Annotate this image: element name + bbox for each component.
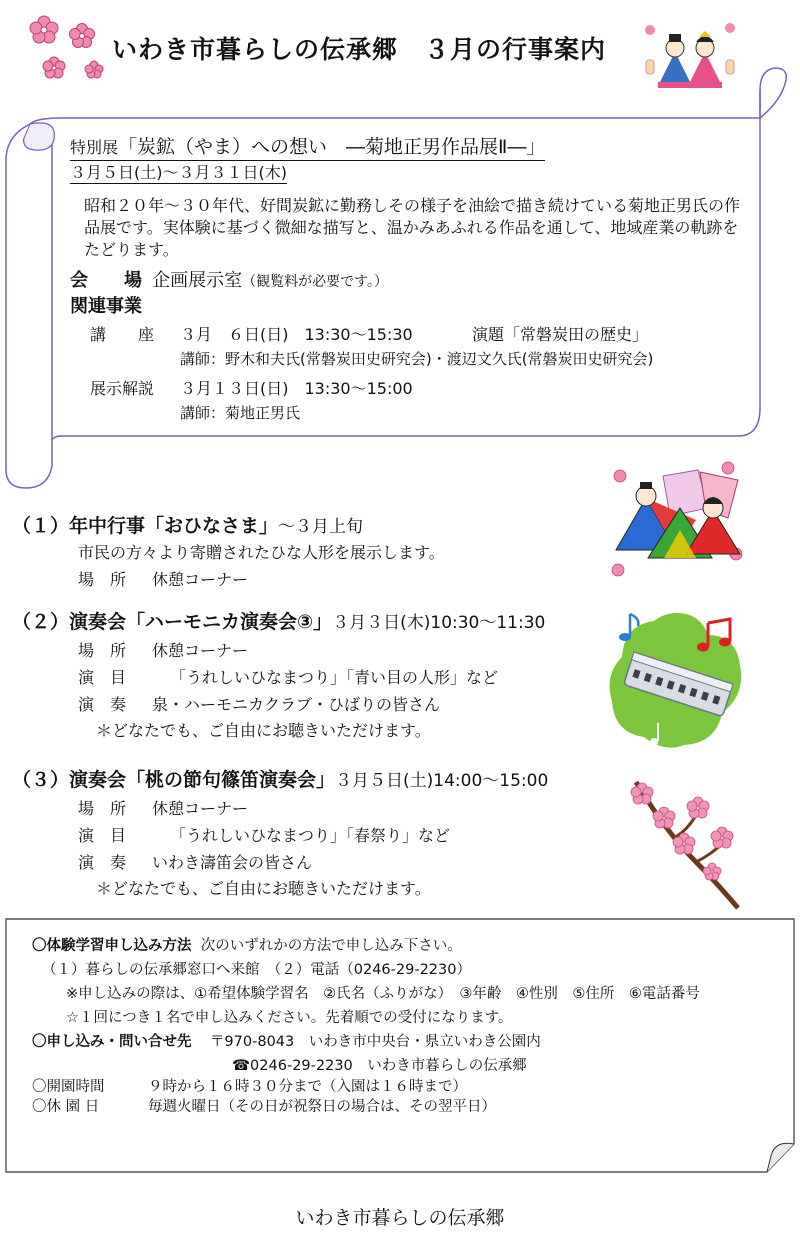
event-3-heading	[12, 765, 548, 792]
apply-rule: ☆１回につき１名で申し込みください。先着順での受付になります。	[66, 1010, 513, 1026]
talk-when: ３月１３日(日) 13:30～15:00	[180, 379, 413, 398]
event-3-when: ３月５日(土)14:00～15:00	[335, 771, 549, 791]
event-1-title: 年中行事「おひなさま」	[69, 515, 279, 537]
apply-title: 〇体験学習申し込み方法	[32, 938, 192, 954]
lecture-topic: 演題「常磐炭田の歴史」	[472, 325, 649, 344]
exhibition-description: 昭和２０年～３０年代、好間炭鉱に勤務しその様子を油絵で描き続けている菊地正男氏の作品展です。実体験に基づく微細な描写と、温かみあふれる作品を通して、地域産業の軌跡をたどります。	[84, 196, 741, 259]
contact-title: 〇申し込み・問い合せ先	[32, 1034, 192, 1050]
event-2-place: 休憩コーナー	[152, 641, 249, 660]
event-3-place-label: 場 所	[78, 799, 127, 818]
event-2-number: （２）	[12, 611, 70, 633]
venue-value: 企画展示室	[152, 270, 243, 291]
venue-note: （観覧料が必要です。）	[242, 274, 389, 290]
hours-label: 〇開園時間	[32, 1079, 105, 1095]
event-2-place-label: 場 所	[78, 641, 127, 660]
event-2-note: ＊どなたでも、ご自由にお聴きいただけます。	[96, 721, 431, 740]
exhibition-heading	[70, 132, 545, 161]
apply-items: ※申し込みの際は、①希望体験学習名 ②氏名（ふりがな） ③年齢 ④性別 ⑤住所 ⑥電話番号	[66, 986, 700, 1002]
page-title: いわき市暮らしの伝承郷 ３月の行事案内	[112, 35, 607, 64]
contact-row	[32, 1030, 541, 1051]
event-2-program-label: 演 目	[78, 668, 127, 687]
event-2-heading	[12, 607, 545, 634]
event-2-performer-label: 演 奏	[78, 695, 127, 714]
contact-phone: ☎0246-29-2230 いわき市暮らしの伝承郷	[232, 1058, 527, 1074]
event-1-when: ～３月上旬	[278, 517, 364, 537]
event-3-note: ＊どなたでも、ご自由にお聴きいただけます。	[96, 879, 431, 898]
lecture-label: 講 座	[90, 325, 155, 344]
event-3-title: 演奏会「桃の節句篠笛演奏会」	[69, 769, 336, 791]
exhibition-label: 特別展	[70, 138, 119, 157]
event-2-when: ３月３日(木)10:30～11:30	[332, 613, 546, 633]
apply-ways: （１）暮らしの伝承郷窓口へ来館 （２）電話（0246-29-2230）	[42, 962, 471, 978]
event-3-program: 「うれしいひなまつり」「春祭り」など	[170, 826, 451, 845]
exhibition-title: 「炭鉱（やま）への想い ―菊地正男作品展Ⅱ―」	[118, 136, 546, 158]
talk-speaker: 講師：菊地正男氏	[180, 404, 301, 422]
event-2-title: 演奏会「ハーモニカ演奏会③」	[69, 611, 333, 633]
event-3-performer: いわき濤笛会の皆さん	[152, 853, 313, 872]
music-note-icon	[696, 617, 736, 653]
lecture-speakers: 講師：野木和夫氏(常磐炭田史研究会)・渡辺文久氏(常磐炭田史研究会)	[180, 350, 654, 368]
talk-label: 展示解説	[90, 379, 155, 398]
venue-label: 会 場	[70, 270, 142, 291]
event-3-number: （３）	[12, 769, 70, 791]
hina-origami-icon	[608, 458, 748, 583]
event-1-heading	[12, 511, 363, 538]
exhibition-dates: ３月５日(土)～３月３１日(木)	[70, 160, 287, 184]
lecture-when: ３月 ６日(日) 13:30～15:30	[180, 325, 413, 344]
event-2-performer: 泉・ハーモニカクラブ・ひばりの皆さん	[152, 695, 441, 714]
music-note-icon	[616, 610, 646, 644]
event-3-performer-label: 演 奏	[78, 853, 127, 872]
apply-heading-row	[32, 934, 462, 955]
event-1-desc: 市民の方々より寄贈されたひな人形を展示します。	[78, 543, 445, 562]
event-3-place: 休憩コーナー	[152, 799, 249, 818]
event-3-program-label: 演 目	[78, 826, 127, 845]
contact-address: 〒970-8043 いわき市中央台・県立いわき公園内	[209, 1034, 541, 1050]
venue-row	[70, 266, 388, 292]
event-2-program: 「うれしいひなまつり」「青い目の人形」など	[170, 668, 499, 687]
related-events-label: 関連事業	[70, 296, 142, 317]
event-1-number: （１）	[12, 515, 70, 537]
plum-branch-icon	[626, 772, 746, 912]
closed-value: 毎週火曜日（その日が祝祭日の場合は、その翌平日）	[148, 1099, 496, 1115]
hours-value: ９時から１６時３０分まで（入園は１６時まで）	[148, 1079, 467, 1095]
footer-org-name: いわき市暮らしの伝承郷	[295, 1207, 505, 1229]
closed-label: 〇休 園 日	[32, 1099, 100, 1115]
event-1-place-label: 場 所	[78, 570, 127, 589]
apply-text: 次のいずれかの方法で申し込み下さい。	[200, 938, 462, 954]
event-1-place: 休憩コーナー	[152, 570, 249, 589]
